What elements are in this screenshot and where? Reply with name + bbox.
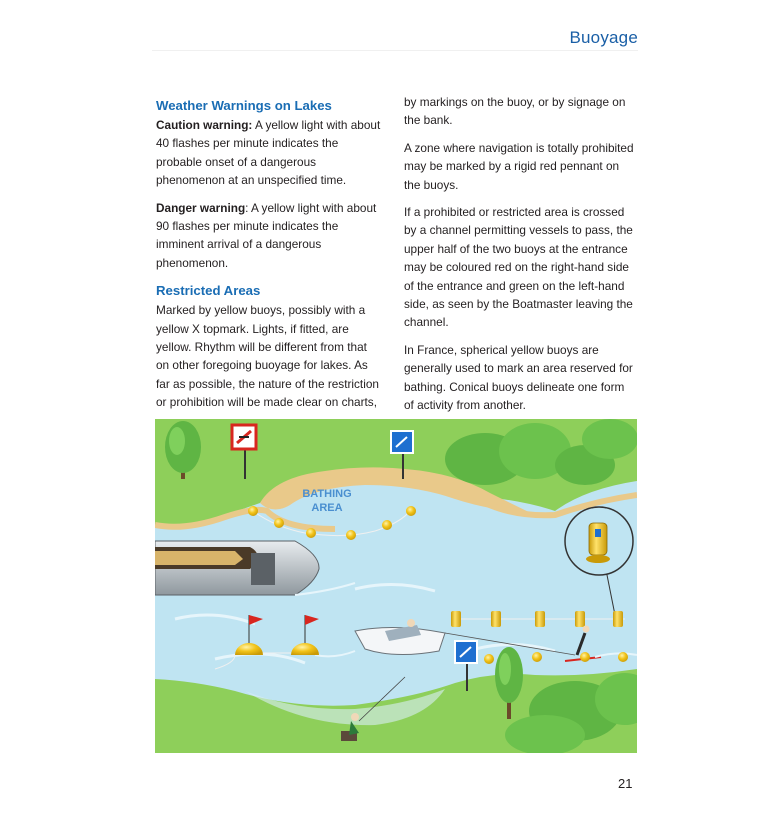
bathing-area-label-line2: AREA xyxy=(311,502,343,514)
danger-warning-paragraph xyxy=(156,199,381,273)
caution-warning-text: A yellow light with about 40 flashes per minute indicates the probable onset of a dangerous phenomenon at an unspecified time. xyxy=(156,118,381,188)
bathing-area-label-line1: BATHING xyxy=(302,488,352,500)
left-column xyxy=(156,93,381,421)
caution-warning-paragraph xyxy=(156,116,381,190)
danger-warning-text: : A yellow light with about 90 flashes per minute indicates the imminent arrival of a dangerous phenomenon. xyxy=(156,200,377,270)
restricted-areas-paragraph: Marked by yellow buoys, possibly with a yellow X topmark. Lights, if fitted, are yellow. Rhythm will be different from that on other foregoing buoyage for lakes. As far as possible, the nature of the restriction or prohibition will be made clear on charts, xyxy=(156,303,379,410)
bathing-buoys-paragraph: In France, spherical yellow buoys are generally used to mark an area reserved for bathing. Conical buoys delineate one form of activity from another. xyxy=(404,342,633,413)
page-header xyxy=(152,28,638,51)
right-column xyxy=(404,93,636,424)
restricted-areas-heading: Restricted Areas xyxy=(156,283,261,299)
weather-warnings-heading: Weather Warnings on Lakes xyxy=(156,98,332,113)
continuation-paragraph: by markings on the buoy, or by signage on the bank. xyxy=(404,95,626,128)
channel-buoys-paragraph: If a prohibited or restricted area is crossed by a channel permitting vessels to pass, the upper half of the two buoys at the entrance may be coloured red on the right-hand side of the entrance and green on the left-hand side, as seen by the Boatmaster leaving the channel. xyxy=(404,205,633,330)
caution-warning-label: Caution warning: xyxy=(156,118,253,132)
buoyage-illustration xyxy=(155,419,637,753)
red-pennant-paragraph: A zone where navigation is totally prohibited may be marked by a rigid red pennant on the buoys. xyxy=(404,140,634,192)
page-number: 21 xyxy=(618,776,633,791)
section-title: Buoyage xyxy=(569,28,638,47)
danger-warning-label: Danger warning xyxy=(156,200,246,215)
